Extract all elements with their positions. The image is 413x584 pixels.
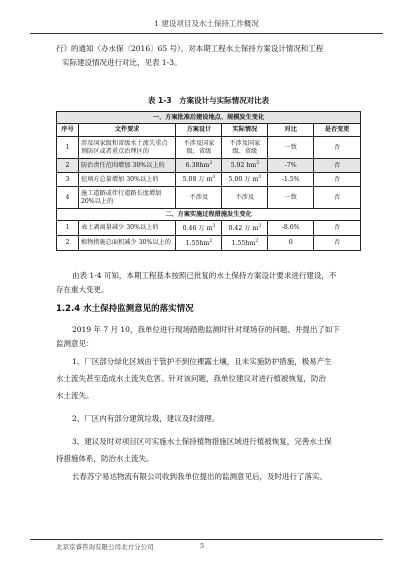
cell-changed: 否 [314, 173, 361, 187]
header-rule [30, 33, 383, 34]
page-header: 1 建设项目及水土保持工作概况 [154, 19, 259, 28]
cell-requirement: 涉及国家级和省级水土流失重点预防区或者重点治理区的 [78, 137, 176, 159]
col-header-compare: 对比 [268, 124, 314, 137]
body-p2-line-3: 水土流失。 [56, 391, 94, 400]
after-table-line-1: 由表 1-4 可知，本期工程基本按照已批复的水土保持方案设计要求进行建设，不 [72, 271, 337, 280]
cell-requirement: 防治责任范围增加 30%以上的 [78, 159, 176, 173]
cell-no: 1 [57, 221, 79, 236]
cell-no: 3 [57, 173, 79, 187]
col-header-changed: 是否变更 [314, 124, 361, 137]
cell-actual: 0.42 万 $m^3$ [222, 221, 268, 236]
cell-changed: 否 [314, 236, 361, 251]
table-section-row [57, 209, 361, 221]
col-header-design: 方案设计 [176, 124, 222, 137]
col-header-no: 序号 [57, 124, 79, 137]
cell-changed: 否 [314, 187, 361, 209]
body-p2-line-1: 1、厂区部分绿化区域由于管护不到位裸露土壤，且未实施防护措施，极易产生 [72, 357, 332, 366]
table-row [57, 221, 361, 236]
section-2-title: 二、方案实施过程措施发生变化 [57, 209, 361, 221]
cell-no: 2 [57, 159, 79, 173]
cell-actual: 不涉及 [222, 187, 268, 209]
cell-no: 1 [57, 137, 79, 159]
cell-design: 不涉及 [176, 187, 222, 209]
cell-compare: 0 [268, 236, 314, 251]
table-row [57, 173, 361, 187]
comparison-table [56, 111, 361, 251]
cell-compare: -8.6% [268, 221, 314, 236]
body-p3-line-1: 2、厂区内有部分建筑垃圾，建议及时清理。 [72, 414, 220, 423]
cell-actual: 5.00 万 $m^3$ [222, 173, 268, 187]
table-caption: 表 1-3 方案设计与实际情况对比表 [147, 96, 270, 105]
intro-line-2: 实际建设情况进行对比，见表 1-3。 [62, 58, 182, 67]
cell-design: $6.38hm^2$ [176, 159, 222, 173]
cell-no: 2 [57, 236, 79, 251]
section-1-title: 一、方案批准后建设地点、规模发生变化 [57, 112, 361, 124]
table-row [57, 236, 361, 251]
footer-rule [30, 539, 383, 540]
section-heading: 1.2.4 水土保持监测意见的落实情况 [56, 304, 194, 314]
cell-changed: 否 [314, 159, 361, 173]
cell-actual: 不涉及国家级、省级 [222, 137, 268, 159]
cell-actual: 5.92 $hm^2$ [222, 159, 268, 173]
table-header-row [57, 124, 361, 137]
cell-design: $1.55hm^2$ [176, 236, 222, 251]
cell-design: 0.46 万 $m^3$ [176, 221, 222, 236]
body-p1-line-2: 监测意见： [56, 339, 94, 348]
col-header-actual: 实际情况 [222, 124, 268, 137]
cell-requirement: 挖填方总量增加 30%以上的 [78, 173, 176, 187]
table-row [57, 187, 361, 209]
intro-line-1: 行》的通知（办水保〔2016〕65 号），对本期工程水土保持方案设计情况和工程 [56, 44, 324, 53]
body-p1-line-1: 2019 年 7 月 10，我单位进行现场踏勘监测时针对现场存的问题、并提出了如下 [72, 325, 340, 334]
table-row [57, 159, 361, 173]
body-p5-line-1: 长春苏宁易达物流有限公司收到我单位提出的监测意见后，及时进行了落实。 [72, 472, 327, 481]
table-row [57, 137, 361, 159]
footer-company: 北京京睿咨询有限公司北方分公司 [56, 543, 154, 551]
cell-design: 5.08 万 $m^3$ [176, 173, 222, 187]
cell-no: 4 [57, 187, 79, 209]
cell-actual: $1.55hm^2$ [222, 236, 268, 251]
cell-requirement: 表土剥离量减少 30%以上的 [78, 221, 176, 236]
table-section-row [57, 112, 361, 124]
cell-design: 不涉及国家级、省级 [176, 137, 222, 159]
body-p2-line-2: 水土流失甚至造成水土流失危害。针对该问题，我单位建议对进行植被恢复，防治 [56, 374, 326, 383]
page-number: 5 [200, 542, 205, 550]
cell-compare: -7% [268, 159, 314, 173]
cell-requirement: 施工道路或伴行道路长度增加 20%以上的 [78, 187, 176, 209]
cell-changed: 否 [314, 137, 361, 159]
body-p4-line-1: 3、建议及时对项目区可实施水土保持植物措施区域进行植被恢复，完善水土保 [72, 437, 332, 446]
after-table-line-2: 存在重大变更。 [56, 285, 109, 294]
cell-compare: 一致 [268, 137, 314, 159]
cell-compare: -1.5% [268, 173, 314, 187]
col-header-requirement: 文件要求 [78, 124, 176, 137]
cell-compare: 一致 [268, 187, 314, 209]
cell-requirement: 植物措施总面积减少 30%以上的 [78, 236, 176, 251]
body-p4-line-2: 持措施体系，防治水土流失。 [56, 454, 154, 463]
cell-changed: 否 [314, 221, 361, 236]
